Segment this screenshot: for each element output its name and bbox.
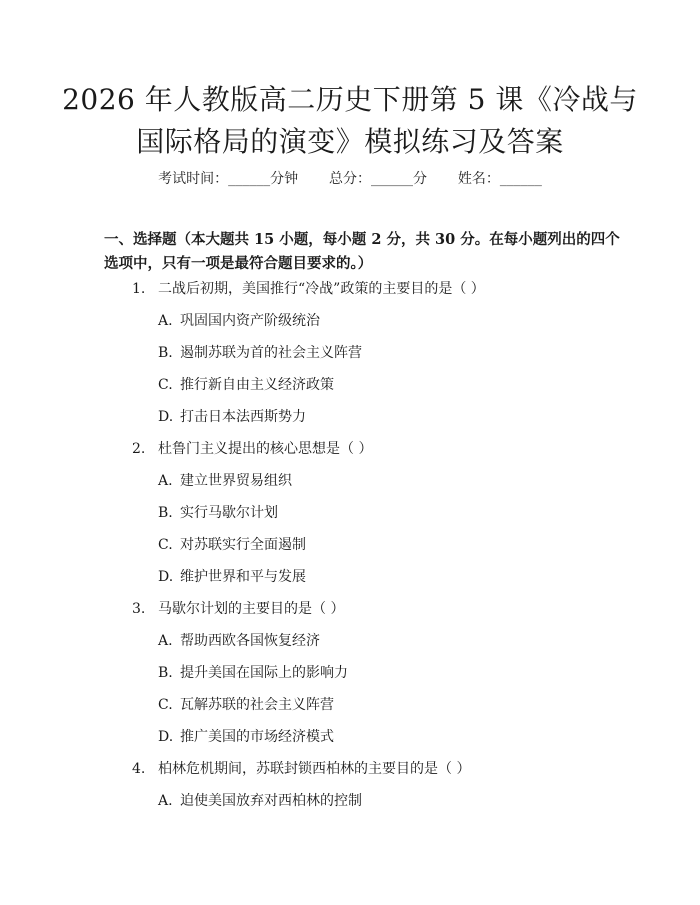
- question-stem: 马歇尔计划的主要目的是（ ）: [158, 601, 345, 617]
- exam-score-label: 总分：______分: [329, 171, 427, 187]
- option-letter: D.: [158, 409, 174, 425]
- option-text: 提升美国在国际上的影响力: [180, 665, 348, 681]
- option-letter: D.: [158, 729, 174, 745]
- exam-meta: [0, 168, 700, 188]
- option: [0, 374, 700, 406]
- question-stem: 二战后初期，美国推行“冷战”政策的主要目的是（ ）: [158, 281, 485, 297]
- question-number: 3.: [132, 601, 146, 617]
- option-text: 推行新自由主义经济政策: [180, 377, 334, 393]
- option-text: 帮助西欧各国恢复经济: [180, 633, 320, 649]
- option: [0, 694, 700, 726]
- option: [0, 502, 700, 534]
- option-letter: C.: [158, 537, 173, 553]
- question: [0, 758, 700, 790]
- page-title: [60, 79, 640, 163]
- option-text: 瓦解苏联的社会主义阵营: [180, 697, 334, 713]
- option: [0, 662, 700, 694]
- option: [0, 790, 700, 822]
- option-letter: D.: [158, 569, 174, 585]
- question-stem: 杜鲁门主义提出的核心思想是（ ）: [158, 441, 373, 457]
- option-letter: C.: [158, 697, 173, 713]
- option: [0, 630, 700, 662]
- option: [0, 470, 700, 502]
- title-line-2: 国际格局的演变》模拟练习及答案: [136, 125, 564, 158]
- option-letter: A.: [158, 473, 173, 489]
- question-number: 2.: [132, 441, 146, 457]
- question-number: 1.: [132, 281, 146, 297]
- option-text: 巩固国内资产阶级统治: [180, 313, 320, 329]
- option-letter: C.: [158, 377, 173, 393]
- option-text: 遏制苏联为首的社会主义阵营: [180, 345, 362, 361]
- question: [0, 278, 700, 310]
- exam-name-label: 姓名：______: [457, 171, 542, 187]
- question-stem: 柏林危机期间，苏联封锁西柏林的主要目的是（ ）: [158, 761, 471, 777]
- question-number: 4.: [132, 761, 146, 777]
- option-text: 实行马歇尔计划: [180, 505, 278, 521]
- option: [0, 406, 700, 438]
- question-list: [0, 278, 700, 822]
- option-text: 打击日本法西斯势力: [180, 409, 306, 425]
- option-text: 推广美国的市场经济模式: [180, 729, 334, 745]
- option-text: 建立世界贸易组织: [180, 473, 292, 489]
- title-line-1: 2026 年人教版高二历史下册第 5 课《冷战与: [62, 83, 638, 116]
- option: [0, 566, 700, 598]
- option-text: 维护世界和平与发展: [180, 569, 306, 585]
- question: [0, 598, 700, 630]
- option-letter: B.: [158, 505, 173, 521]
- exam-time-label: 考试时间：______分钟: [158, 171, 299, 187]
- option-text: 迫使美国放弃对西柏林的控制: [180, 793, 362, 809]
- option-letter: B.: [158, 345, 173, 361]
- option-letter: A.: [158, 633, 173, 649]
- option-letter: B.: [158, 665, 173, 681]
- option: [0, 342, 700, 374]
- section-heading: 一、选择题（本大题共 15 小题，每小题 2 分，共 30 分。在每小题列出的四个选项中，只有一项是最符合题目要求的。）: [104, 231, 620, 272]
- option-letter: A.: [158, 313, 173, 329]
- option: [0, 726, 700, 758]
- option-text: 对苏联实行全面遏制: [180, 537, 306, 553]
- option: [0, 534, 700, 566]
- question: [0, 438, 700, 470]
- option: [0, 310, 700, 342]
- option-letter: A.: [158, 793, 173, 809]
